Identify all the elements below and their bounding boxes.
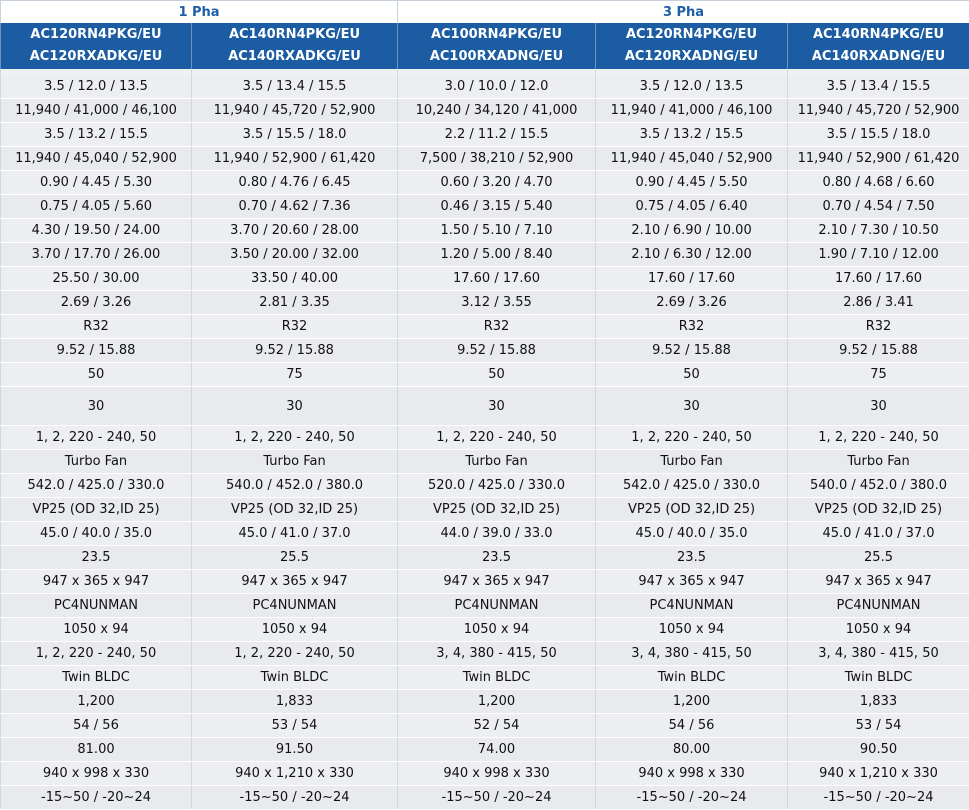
spec-cell: 25.5 — [192, 546, 398, 570]
spec-cell: 11,940 / 45,040 / 52,900 — [1, 147, 192, 171]
spec-row — [1, 642, 969, 666]
spec-cell: 1, 2, 220 - 240, 50 — [398, 426, 596, 450]
spec-cell: 7,500 / 38,210 / 52,900 — [398, 147, 596, 171]
spec-cell: 2.10 / 7.30 / 10.50 — [788, 219, 969, 243]
spec-row — [1, 666, 969, 690]
spec-cell: Turbo Fan — [596, 450, 788, 474]
spec-cell: 940 x 1,210 x 330 — [192, 762, 398, 786]
spec-cell: 74.00 — [398, 738, 596, 762]
model-header-cell — [788, 23, 969, 69]
spec-row — [1, 363, 969, 387]
spec-row — [1, 570, 969, 594]
model-header-row — [1, 23, 969, 69]
spec-cell: 0.60 / 3.20 / 4.70 — [398, 171, 596, 195]
spec-row — [1, 546, 969, 570]
spec-cell: 3.5 / 13.4 / 15.5 — [192, 75, 398, 99]
spec-cell: 11,940 / 41,000 / 46,100 — [1, 99, 192, 123]
outdoor-model: AC140RXADKG/EU — [192, 46, 397, 68]
spec-cell: 17.60 / 17.60 — [398, 267, 596, 291]
spec-cell: Twin BLDC — [788, 666, 969, 690]
spec-row — [1, 219, 969, 243]
spec-cell: 1050 x 94 — [1, 618, 192, 642]
spec-cell: -15~50 / -20~24 — [398, 786, 596, 810]
spec-cell: 0.75 / 4.05 / 5.60 — [1, 195, 192, 219]
spec-cell: 3, 4, 380 - 415, 50 — [398, 642, 596, 666]
spec-cell: 2.69 / 3.26 — [1, 291, 192, 315]
spec-cell: 520.0 / 425.0 / 330.0 — [398, 474, 596, 498]
indoor-model: AC140RN4PKG/EU — [788, 24, 969, 46]
spec-row — [1, 123, 969, 147]
spec-cell: 54 / 56 — [596, 714, 788, 738]
spec-cell: 17.60 / 17.60 — [788, 267, 969, 291]
spec-cell: 3.5 / 13.2 / 15.5 — [596, 123, 788, 147]
spec-cell: 9.52 / 15.88 — [596, 339, 788, 363]
spec-cell: Twin BLDC — [1, 666, 192, 690]
spec-cell: 45.0 / 40.0 / 35.0 — [596, 522, 788, 546]
spec-cell: 1.20 / 5.00 / 8.40 — [398, 243, 596, 267]
spec-cell: 50 — [596, 363, 788, 387]
spec-table-body — [1, 75, 969, 810]
spec-row — [1, 450, 969, 474]
spec-cell: 1050 x 94 — [596, 618, 788, 642]
spec-cell: 542.0 / 425.0 / 330.0 — [596, 474, 788, 498]
spec-cell: VP25 (OD 32,ID 25) — [596, 498, 788, 522]
spec-cell: 3.5 / 12.0 / 13.5 — [596, 75, 788, 99]
spec-cell: 0.80 / 4.68 / 6.60 — [788, 171, 969, 195]
spec-row — [1, 147, 969, 171]
spec-cell: 3.50 / 20.00 / 32.00 — [192, 243, 398, 267]
spec-row — [1, 243, 969, 267]
spec-cell: PC4NUNMAN — [398, 594, 596, 618]
spec-cell: 10,240 / 34,120 / 41,000 — [398, 99, 596, 123]
spec-cell: 30 — [788, 387, 969, 426]
spec-cell: R32 — [1, 315, 192, 339]
spec-cell: 1, 2, 220 - 240, 50 — [788, 426, 969, 450]
spec-row — [1, 315, 969, 339]
spec-cell: 53 / 54 — [788, 714, 969, 738]
spec-cell: 947 x 365 x 947 — [398, 570, 596, 594]
spec-cell: 3, 4, 380 - 415, 50 — [596, 642, 788, 666]
spec-cell: 1.50 / 5.10 / 7.10 — [398, 219, 596, 243]
spec-cell: 3.5 / 15.5 / 18.0 — [192, 123, 398, 147]
phase-1-header: 1 Pha — [1, 1, 398, 24]
spec-cell: 11,940 / 45,720 / 52,900 — [788, 99, 969, 123]
spec-row — [1, 171, 969, 195]
spec-cell: 2.86 / 3.41 — [788, 291, 969, 315]
outdoor-model: AC120RXADNG/EU — [596, 46, 787, 68]
spec-cell: 2.2 / 11.2 / 15.5 — [398, 123, 596, 147]
spec-cell: 0.70 / 4.54 / 7.50 — [788, 195, 969, 219]
spec-cell: R32 — [788, 315, 969, 339]
spec-cell: 947 x 365 x 947 — [192, 570, 398, 594]
spec-cell: 90.50 — [788, 738, 969, 762]
spec-row — [1, 195, 969, 219]
spec-cell: 30 — [398, 387, 596, 426]
spec-cell: 1,200 — [1, 690, 192, 714]
spec-cell: 1, 2, 220 - 240, 50 — [192, 642, 398, 666]
spec-cell: 53 / 54 — [192, 714, 398, 738]
spec-cell: 4.30 / 19.50 / 24.00 — [1, 219, 192, 243]
spec-row — [1, 291, 969, 315]
outdoor-model: AC140RXADNG/EU — [788, 46, 969, 68]
spec-cell: 2.10 / 6.30 / 12.00 — [596, 243, 788, 267]
spec-cell: R32 — [596, 315, 788, 339]
spec-cell: 3.70 / 17.70 / 26.00 — [1, 243, 192, 267]
model-header-cell — [192, 23, 398, 69]
spec-cell: VP25 (OD 32,ID 25) — [1, 498, 192, 522]
spec-row — [1, 426, 969, 450]
model-header-cell — [1, 23, 192, 69]
spec-cell: 50 — [1, 363, 192, 387]
spec-cell: 9.52 / 15.88 — [398, 339, 596, 363]
spec-cell: 75 — [788, 363, 969, 387]
spec-cell: 17.60 / 17.60 — [596, 267, 788, 291]
spec-cell: 44.0 / 39.0 / 33.0 — [398, 522, 596, 546]
spec-cell: 0.90 / 4.45 / 5.50 — [596, 171, 788, 195]
spec-cell: 940 x 998 x 330 — [398, 762, 596, 786]
spec-cell: 2.81 / 3.35 — [192, 291, 398, 315]
spec-cell: 1,833 — [788, 690, 969, 714]
spec-row — [1, 594, 969, 618]
outdoor-model: AC120RXADKG/EU — [1, 46, 191, 68]
spec-cell: 91.50 — [192, 738, 398, 762]
spec-cell: Twin BLDC — [596, 666, 788, 690]
spec-cell: 940 x 998 x 330 — [596, 762, 788, 786]
spec-cell: 80.00 — [596, 738, 788, 762]
spec-cell: 540.0 / 452.0 / 380.0 — [788, 474, 969, 498]
model-header-cell — [596, 23, 788, 69]
spec-row — [1, 339, 969, 363]
indoor-model: AC140RN4PKG/EU — [192, 24, 397, 46]
spec-cell: 3.70 / 20.60 / 28.00 — [192, 219, 398, 243]
spec-cell: 542.0 / 425.0 / 330.0 — [1, 474, 192, 498]
spec-cell: 1050 x 94 — [192, 618, 398, 642]
spec-row — [1, 522, 969, 546]
spec-cell: 25.50 / 30.00 — [1, 267, 192, 291]
spec-cell: 1, 2, 220 - 240, 50 — [192, 426, 398, 450]
spec-cell: 1050 x 94 — [788, 618, 969, 642]
spec-cell: 1, 2, 220 - 240, 50 — [596, 426, 788, 450]
spec-row — [1, 786, 969, 810]
spec-cell: VP25 (OD 32,ID 25) — [398, 498, 596, 522]
spec-cell: VP25 (OD 32,ID 25) — [192, 498, 398, 522]
spec-cell: R32 — [192, 315, 398, 339]
spec-cell: 947 x 365 x 947 — [596, 570, 788, 594]
spec-cell: 940 x 998 x 330 — [1, 762, 192, 786]
spec-cell: 45.0 / 41.0 / 37.0 — [788, 522, 969, 546]
spec-cell: 11,940 / 45,720 / 52,900 — [192, 99, 398, 123]
spec-cell: 3.0 / 10.0 / 12.0 — [398, 75, 596, 99]
spec-cell: 1050 x 94 — [398, 618, 596, 642]
spec-cell: 3.12 / 3.55 — [398, 291, 596, 315]
spec-cell: PC4NUNMAN — [192, 594, 398, 618]
spec-cell: Twin BLDC — [398, 666, 596, 690]
phase-header-row — [1, 1, 969, 24]
spec-cell: PC4NUNMAN — [1, 594, 192, 618]
spec-cell: 0.75 / 4.05 / 6.40 — [596, 195, 788, 219]
spec-cell: Twin BLDC — [192, 666, 398, 690]
spec-cell: Turbo Fan — [398, 450, 596, 474]
spec-cell: PC4NUNMAN — [596, 594, 788, 618]
spec-cell: 30 — [192, 387, 398, 426]
spec-cell: 2.10 / 6.90 / 10.00 — [596, 219, 788, 243]
spec-cell: 9.52 / 15.88 — [788, 339, 969, 363]
spec-cell: 1,200 — [398, 690, 596, 714]
spec-cell: 30 — [1, 387, 192, 426]
spec-cell: -15~50 / -20~24 — [596, 786, 788, 810]
spec-cell: 1.90 / 7.10 / 12.00 — [788, 243, 969, 267]
spec-cell: 25.5 — [788, 546, 969, 570]
spec-row — [1, 75, 969, 99]
indoor-model: AC120RN4PKG/EU — [596, 24, 787, 46]
spec-cell: 3.5 / 13.4 / 15.5 — [788, 75, 969, 99]
spec-row — [1, 267, 969, 291]
spec-cell: 2.69 / 3.26 — [596, 291, 788, 315]
spec-cell: -15~50 / -20~24 — [1, 786, 192, 810]
indoor-model: AC100RN4PKG/EU — [398, 24, 595, 46]
spec-row — [1, 474, 969, 498]
spec-cell: 23.5 — [596, 546, 788, 570]
spec-cell: 9.52 / 15.88 — [1, 339, 192, 363]
spec-cell: 3.5 / 12.0 / 13.5 — [1, 75, 192, 99]
spec-cell: 0.80 / 4.76 / 6.45 — [192, 171, 398, 195]
spec-cell: 3, 4, 380 - 415, 50 — [788, 642, 969, 666]
spec-cell: 9.52 / 15.88 — [192, 339, 398, 363]
spec-cell: VP25 (OD 32,ID 25) — [788, 498, 969, 522]
spec-cell: PC4NUNMAN — [788, 594, 969, 618]
spec-cell: 1, 2, 220 - 240, 50 — [1, 642, 192, 666]
spec-cell: 23.5 — [1, 546, 192, 570]
spec-row — [1, 690, 969, 714]
spec-cell: 947 x 365 x 947 — [788, 570, 969, 594]
spec-cell: 0.70 / 4.62 / 7.36 — [192, 195, 398, 219]
spec-cell: 75 — [192, 363, 398, 387]
spec-row — [1, 738, 969, 762]
spec-cell: 540.0 / 452.0 / 380.0 — [192, 474, 398, 498]
spec-row — [1, 99, 969, 123]
spec-cell: Turbo Fan — [788, 450, 969, 474]
spec-cell: Turbo Fan — [192, 450, 398, 474]
spec-cell: 0.46 / 3.15 / 5.40 — [398, 195, 596, 219]
spec-cell: 81.00 — [1, 738, 192, 762]
spec-cell: 1,200 — [596, 690, 788, 714]
phase-3-header: 3 Pha — [398, 1, 969, 24]
spec-cell: Turbo Fan — [1, 450, 192, 474]
indoor-model: AC120RN4PKG/EU — [1, 24, 191, 46]
spec-cell: 3.5 / 13.2 / 15.5 — [1, 123, 192, 147]
spec-row — [1, 714, 969, 738]
spec-cell: 52 / 54 — [398, 714, 596, 738]
spec-cell: 1, 2, 220 - 240, 50 — [1, 426, 192, 450]
spec-cell: 11,940 / 45,040 / 52,900 — [596, 147, 788, 171]
spec-cell: 23.5 — [398, 546, 596, 570]
outdoor-model: AC100RXADNG/EU — [398, 46, 595, 68]
spec-cell: 45.0 / 40.0 / 35.0 — [1, 522, 192, 546]
spec-cell: 11,940 / 41,000 / 46,100 — [596, 99, 788, 123]
spec-cell: -15~50 / -20~24 — [788, 786, 969, 810]
spec-cell: 50 — [398, 363, 596, 387]
spec-cell: 11,940 / 52,900 / 61,420 — [192, 147, 398, 171]
spec-cell: 3.5 / 15.5 / 18.0 — [788, 123, 969, 147]
spec-cell: 0.90 / 4.45 / 5.30 — [1, 171, 192, 195]
spec-row — [1, 762, 969, 786]
spec-cell: R32 — [398, 315, 596, 339]
spec-cell: -15~50 / -20~24 — [192, 786, 398, 810]
spec-cell: 45.0 / 41.0 / 37.0 — [192, 522, 398, 546]
spec-row — [1, 618, 969, 642]
spec-cell: 1,833 — [192, 690, 398, 714]
spec-cell: 940 x 1,210 x 330 — [788, 762, 969, 786]
spec-cell: 33.50 / 40.00 — [192, 267, 398, 291]
spec-cell: 54 / 56 — [1, 714, 192, 738]
spec-row — [1, 387, 969, 426]
spec-cell: 30 — [596, 387, 788, 426]
spec-cell: 11,940 / 52,900 / 61,420 — [788, 147, 969, 171]
model-header-cell — [398, 23, 596, 69]
spec-cell: 947 x 365 x 947 — [1, 570, 192, 594]
spec-row — [1, 498, 969, 522]
